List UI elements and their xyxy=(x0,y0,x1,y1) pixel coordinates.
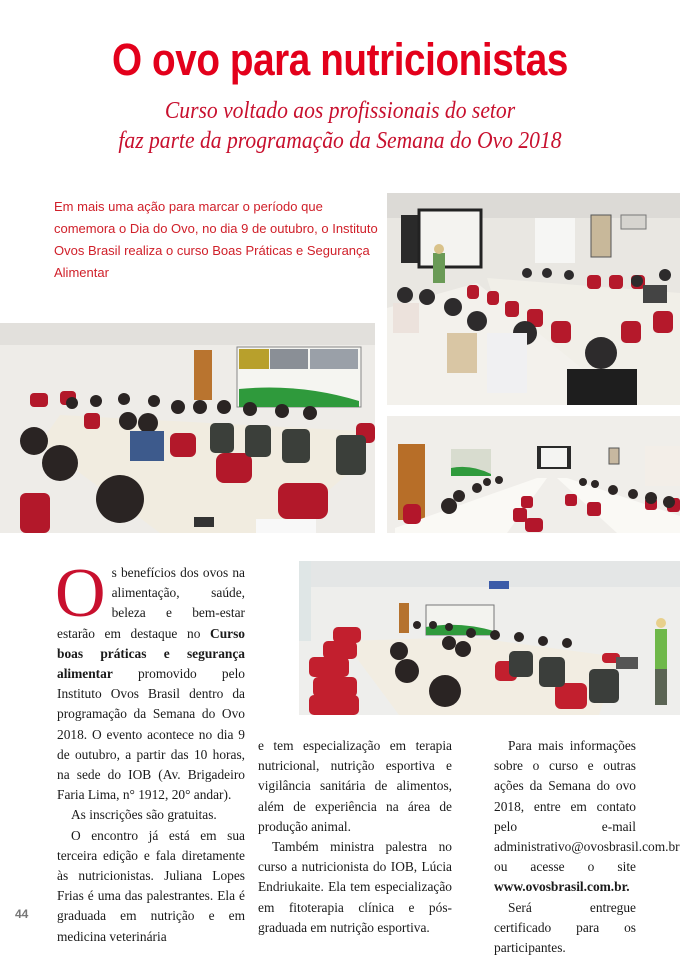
article-column-1 xyxy=(55,555,245,947)
article-column-2 xyxy=(258,736,452,938)
article-paragraph-2: As inscrições são gratuitas. xyxy=(71,807,217,823)
page-number: 44 xyxy=(15,907,29,921)
photo-participants-tables xyxy=(0,323,375,533)
drop-cap: O xyxy=(55,555,106,632)
article-paragraph-3: O encontro já está em sua terceira edição e fala diretamente às nutricionistas. Juliana Lopes Frias é uma das palestrantes. Ela é graduada em nutrição e em medicina veterinária xyxy=(57,827,245,944)
subtitle-line-2: faz parte da programação da Semana do Ovo 2018 xyxy=(118,128,562,154)
photo-image xyxy=(387,193,680,405)
photo-image xyxy=(0,323,375,533)
article-paragraph-4: Também ministra palestra no curso a nutricionista do IOB, Lúcia Endriukaite. Ela tem especialização em fitoterapia clínica e pós-graduada em nutrição esportiva. xyxy=(258,839,452,935)
photo-presenter-right xyxy=(299,561,680,715)
article-paragraph-6: Será entregue certificado para os participantes. xyxy=(494,899,636,956)
article-subtitle xyxy=(0,96,680,156)
article-paragraph-1: Os benefícios dos ovos na alimentação, saúde, beleza e bem-estar estarão em destaque no Curso boas práticas e segurança alimentar promovido pelo Instituto Ovos Brasil dentro da programação da Semana do Ovo 2018. O evento acontece no dia 9 de outubro, a partir das 10 horas, na sede do IOB (Av. Brigadeiro Faria Lima, n° 1912, 20° andar). xyxy=(55,555,245,803)
article-column-3 xyxy=(494,736,680,958)
article-paragraph-3-continued: e tem especialização em terapia nutricional, nutrição esportiva e vigilância sanitária de alimentos, além de experiência na área de produção animal. xyxy=(258,738,452,834)
subtitle-line-1: Curso voltado aos profissionais do setor xyxy=(164,98,516,124)
photo-image xyxy=(387,416,680,533)
article-paragraph-5: Para mais informações sobre o curso e outras ações da Semana do ovo 2018, entre em contato pelo e-mail administrativo@ovosbrasil.com.br ou acesse o site www.ovosbrasil.com.br. xyxy=(494,738,680,895)
photo-image xyxy=(299,561,680,715)
article-title: O ovo para nutricionistas xyxy=(112,34,568,85)
course-name: Curso boas práticas e segurança alimentar xyxy=(57,625,245,682)
photo-panoramic-room xyxy=(387,416,680,533)
website-link[interactable]: www.ovosbrasil.com.br. xyxy=(494,879,630,895)
lead-paragraph: Em mais uma ação para marcar o período que comemora o Dia do Ovo, no dia 9 de outubro, o Instituto Ovos Brasil realiza o curso Boas Práticas e Segurança Alimentar xyxy=(54,199,378,280)
photo-presenter-room xyxy=(387,193,680,405)
